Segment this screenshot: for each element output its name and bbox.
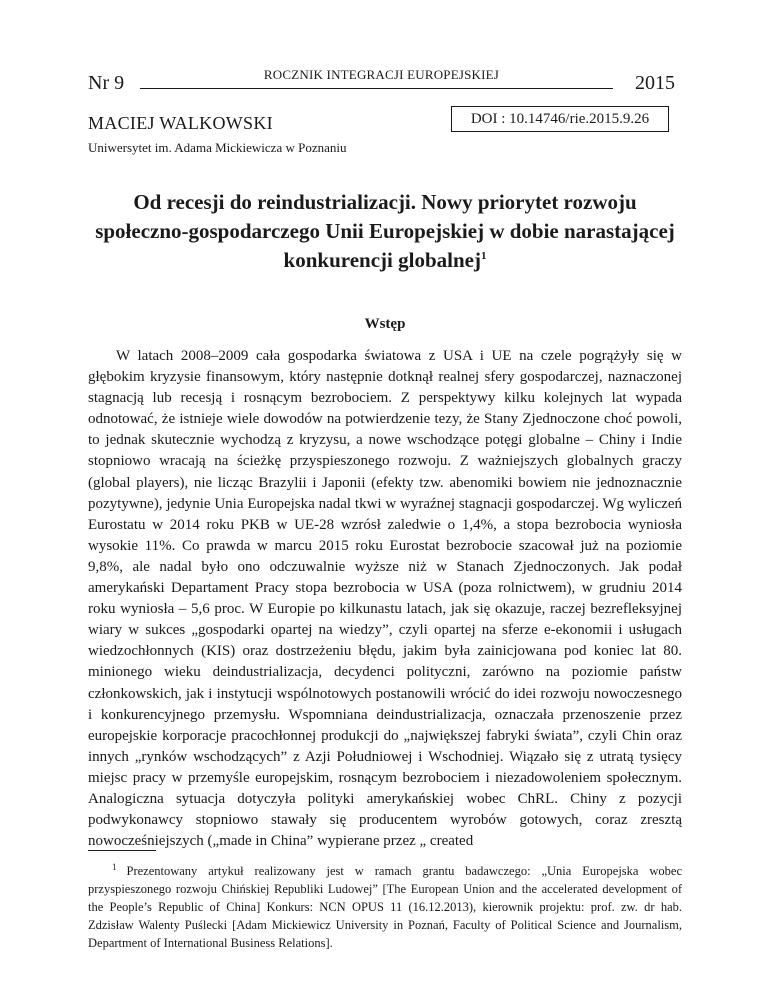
footnote-rule (88, 850, 156, 851)
author-affiliation: Uniwersytet im. Adama Mickiewicza w Poznaniu (88, 140, 347, 155)
article-title (88, 188, 682, 275)
issue-number: Nr 9 (88, 72, 125, 94)
author-name: MACIEJ WALKOWSKI (88, 113, 273, 133)
section-heading: Wstęp (364, 316, 406, 332)
header-rule (140, 88, 613, 89)
publication-year: 2015 (635, 72, 675, 94)
running-header (88, 66, 675, 96)
doi-box[interactable]: DOI : 10.14746/rie.2015.9.26 (451, 106, 669, 132)
body-paragraph: W latach 2008–2009 cała gospodarka światowa z USA i UE na czele pogrążyły się w głębokim kryzysie finansowym, który następnie dotknął realnej sfery gospodarczej, naznaczonej stagnacją lub recesją i rosnącym bezrobociem. Z perspektywy kilku kolejnych lat wypada odnotować, że istnieje wiele dowodów na potwierdzenie tezy, że Stany Zjednoczone choć powoli, to jednak skutecznie wychodzą z kryzysu, a nowe wschodzące potęgi globalne – Chiny i Indie stopniowo wracają na ścieżkę przyspieszonego rozwoju. Z ważniejszych globalnych graczy (global players), nie licząc Brazylii i Japonii (efekty tzw. abenomiki bowiem nie jednoznacznie pozytywne), jedynie Unia Europejska nadal tkwi w wyraźnej stagnacji gospodarczej. Wg wyliczeń Eurostatu w 2014 roku PKB w UE-28 wzrósł zaledwie o 1,4%, a stopa bezrobocia wyniosła wysokie 11%. Co prawda w marcu 2015 roku Eurostat bezrobocie szacował już na poziomie 9,8%, ale nadal było ono odczuwalnie wyższe niż w Stanach Zjednoczonych. Jak podał amerykański Departament Pracy stopa bezrobocia w USA (poza rolnictwem), w grudniu 2014 roku wyniosła – 5,6 proc. W Europie po kilkunastu latach, jak się okazuje, raczej bezrefleksyjnej wiary w sukces „gospodarki opartej na wiedzy”, czyli opartej na sferze e-ekonomii i usługach wiedzochłonnych (KIS) oraz dostrzeżeniu błędu, jakim była zainicjowana pod koniec lat 80. minionego wieku deindustrializacja, decydenci polityczni, zarówno na poziomie państw członkowskich, jak i instytucji wspólnotowych postanowili wrócić do idei rozwoju nowoczesnego i konkurencyjnego przemysłu. Wspomniana deindustrializacja, oznaczała przenoszenie przez europejskie korporacje pracochłonnej produkcji do „największej fabryki świata”, czyli Chin oraz innych „rynków wschodzących” z Azji Południowej i Wschodniej. Wiązało się z utratą tysięcy miejsc pracy w przemyśle europejskim, rosnącym bezrobociem i niezadowoleniem społecznym. Analogiczna sytuacja dotyczyła polityki amerykańskiej wobec ChRL. Chiny z pozycji podwykonawcy stopniowo stawały się producentem wyrobów gotowych, coraz zresztą nowocześniejszych („made in China” wypierane przez „ created (88, 348, 682, 850)
footnote (88, 858, 682, 952)
article-title-text: Od recesji do reindustrializacji. Nowy priorytet rozwoju społeczno-gospodarczego Unii Europejskiej w dobie narastającej konkurencji globalnej (95, 190, 675, 272)
footnote-marker: 1 (112, 862, 117, 872)
title-footnote-marker[interactable]: 1 (480, 250, 487, 262)
footnote-text: Prezentowany artykuł realizowany jest w ramach grantu badawczego: „Unia Europejska wobec przyspieszonego rozwoju Chińskiej Republiki Ludowej” [The European Union and the accelerated development of the People’s Republic of China] Konkurs: NCN OPUS 11 (16.12.2013), kierownik projektu: prof. zw. dr hab. Zdzisław Walenty Puślecki [Adam Mickiewicz University in Poznań, Faculty of Political Science and Journalism, Department of International Business Relations]. (88, 864, 682, 951)
journal-name: ROCZNIK INTEGRACJI EUROPEJSKIEJ (263, 67, 500, 82)
